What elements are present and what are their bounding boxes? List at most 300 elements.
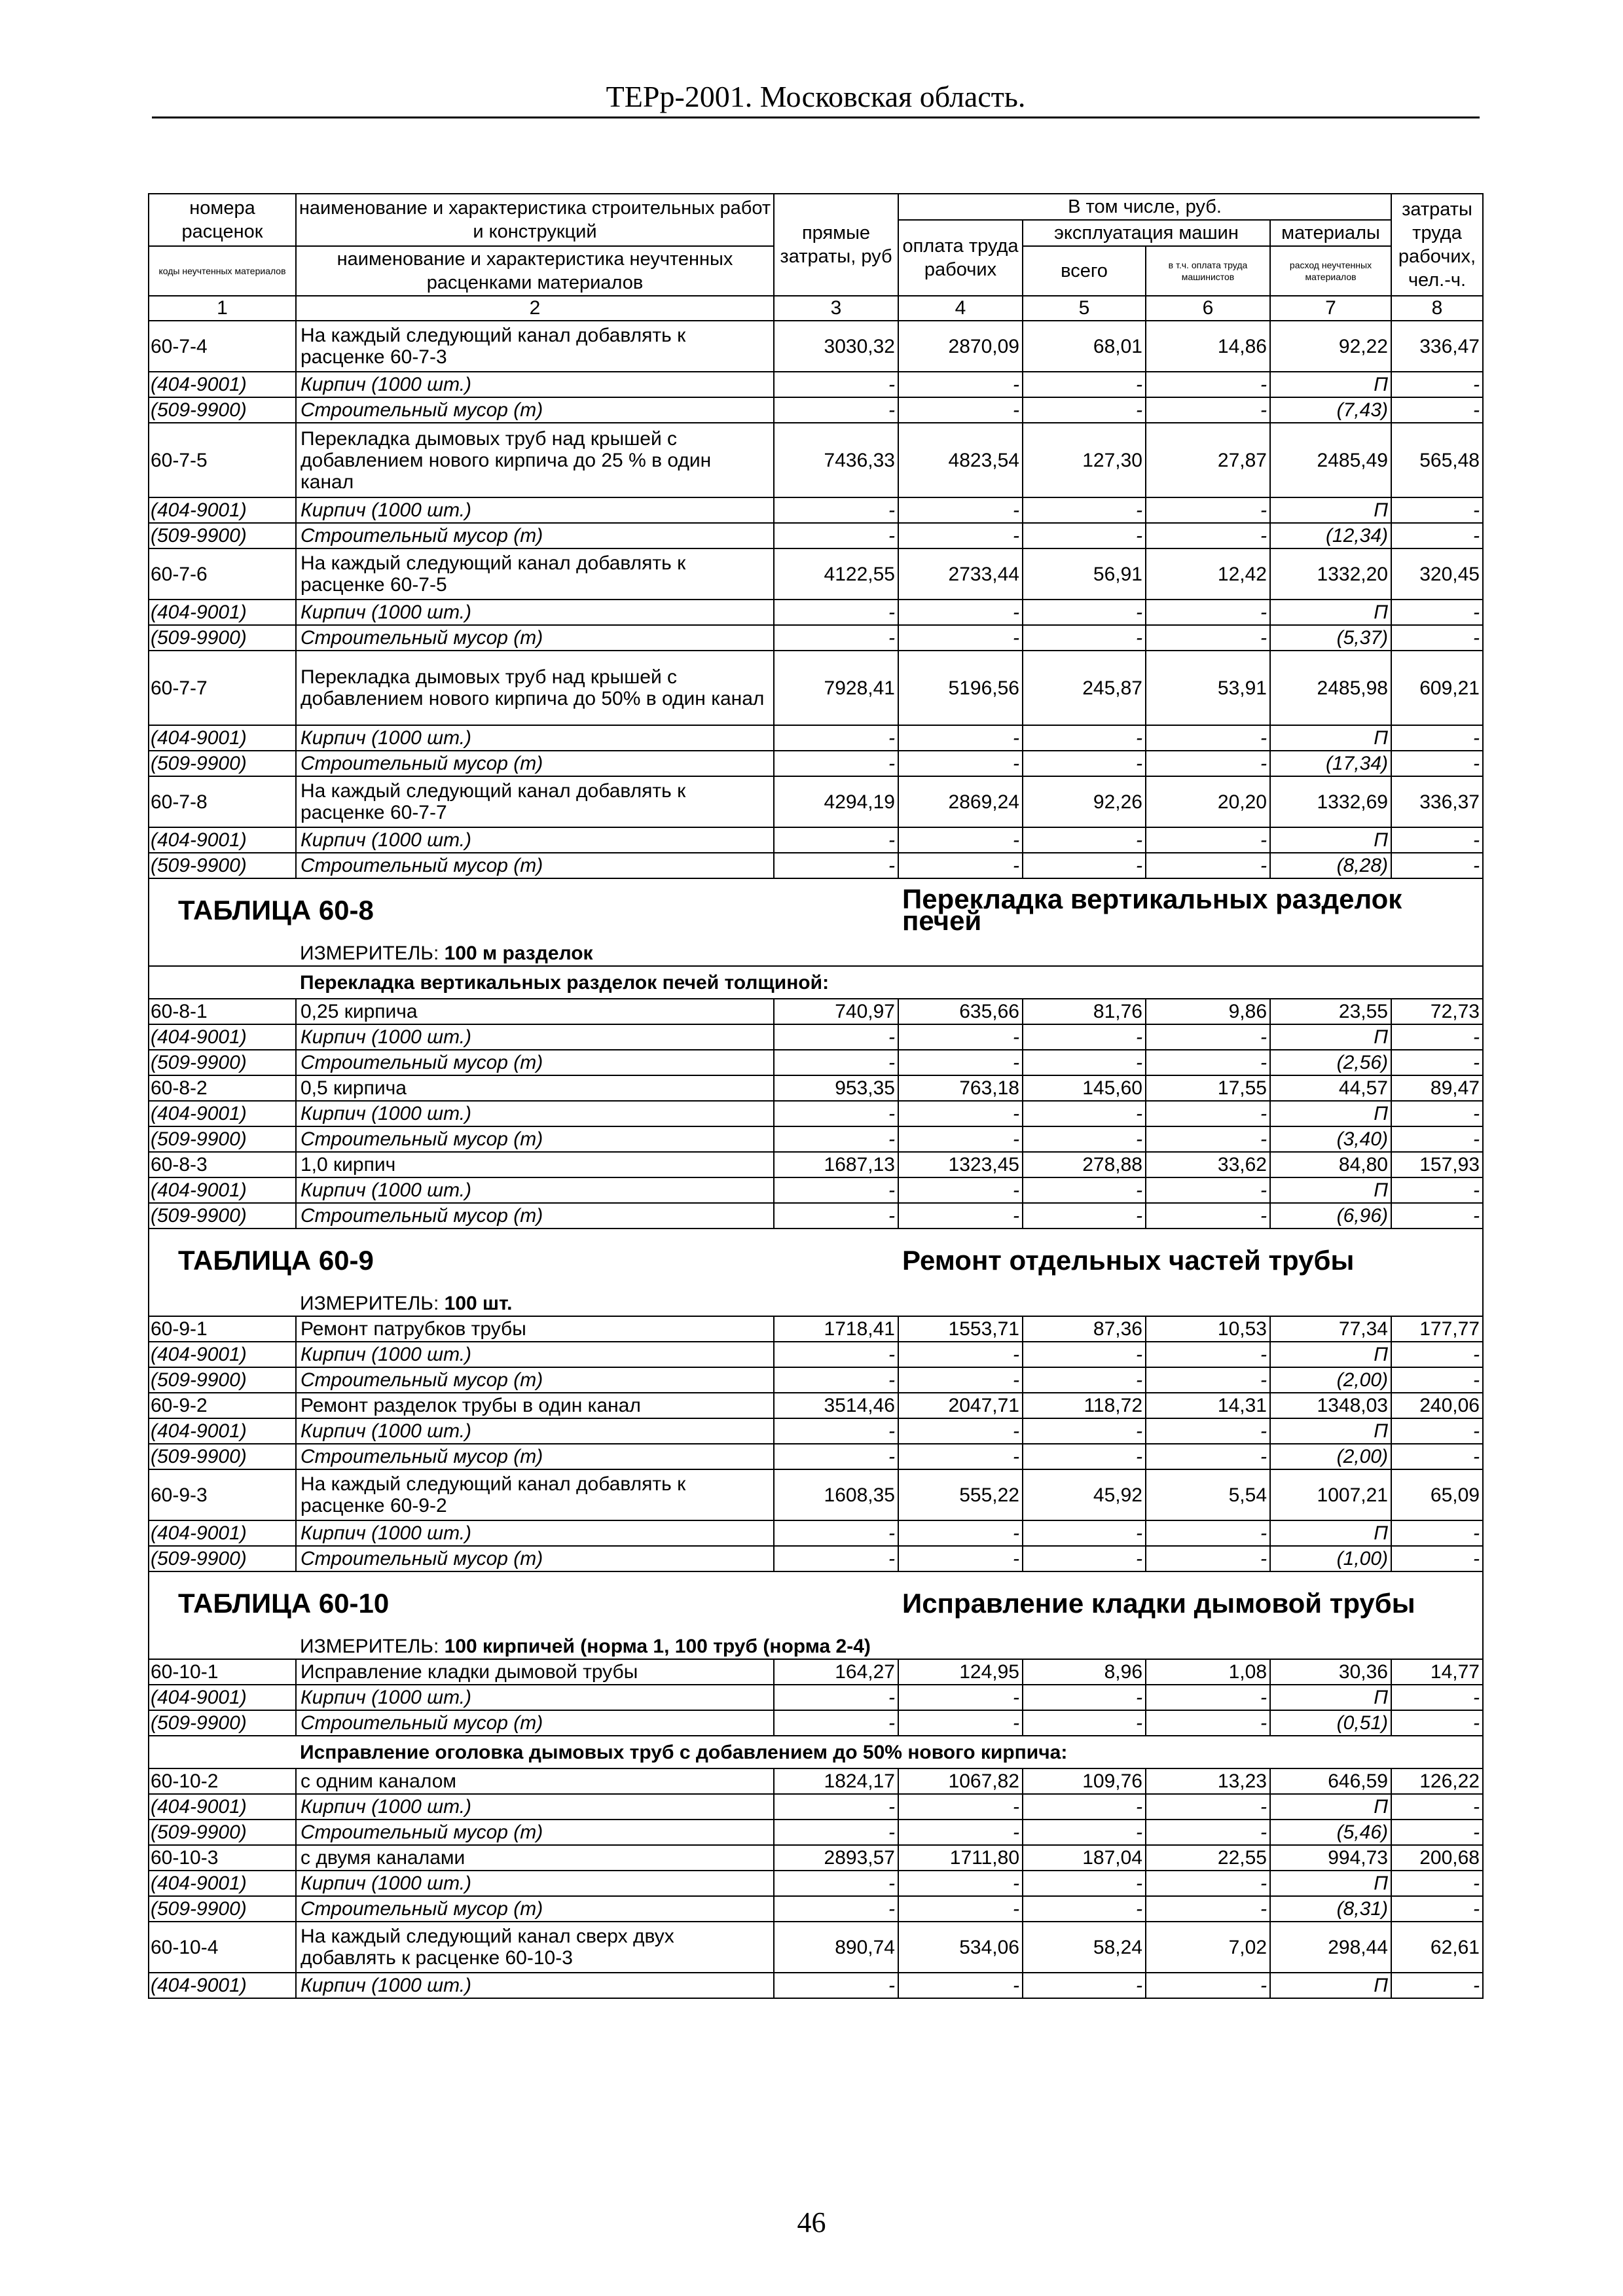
direct-costs-value: -	[774, 1126, 898, 1152]
rate-row	[149, 1768, 1483, 1794]
table-title: Перекладка вертикальных разделок печей	[898, 878, 1483, 941]
materials-value: (12,34)	[1270, 523, 1391, 548]
direct-costs-value: 1687,13	[774, 1152, 898, 1177]
materials-value: 1348,03	[1270, 1393, 1391, 1418]
labor-hours-value: -	[1391, 1820, 1483, 1845]
table-body	[149, 321, 1483, 1998]
direct-costs-value: -	[774, 1444, 898, 1469]
material-code: (509-9900)	[149, 1367, 296, 1393]
work-description: Перекладка дымовых труб над крышей с добавлением нового кирпича до 25 % в один канал	[296, 423, 774, 497]
rate-row	[149, 651, 1483, 725]
material-code: (404-9001)	[149, 1418, 296, 1444]
machines-total-value: -	[1023, 1685, 1146, 1710]
labor-hours-value: -	[1391, 1342, 1483, 1367]
materials-value: 994,73	[1270, 1845, 1391, 1871]
material-name: Кирпич (1000 шт.)	[296, 1342, 774, 1367]
machinist-wages-value: -	[1146, 1444, 1270, 1469]
machines-total-value: -	[1023, 1342, 1146, 1367]
labor-hours-value: -	[1391, 600, 1483, 625]
wages-value: -	[898, 853, 1023, 878]
col-number: 4	[898, 296, 1023, 321]
rate-code: 60-10-4	[149, 1922, 296, 1973]
labor-hours-value: -	[1391, 1177, 1483, 1203]
direct-costs-value: -	[774, 827, 898, 853]
labor-hours-value: 62,61	[1391, 1922, 1483, 1973]
materials-value: (6,96)	[1270, 1203, 1391, 1229]
rate-row	[149, 999, 1483, 1024]
machinist-wages-value: -	[1146, 1177, 1270, 1203]
materials-value: 30,36	[1270, 1659, 1391, 1685]
materials-value: (7,43)	[1270, 397, 1391, 423]
material-row	[149, 1418, 1483, 1444]
material-code: (509-9900)	[149, 523, 296, 548]
material-code: (509-9900)	[149, 1126, 296, 1152]
material-name: Кирпич (1000 шт.)	[296, 600, 774, 625]
rate-row	[149, 1469, 1483, 1520]
rates-table	[148, 193, 1484, 1999]
col-header-work-name: наименование и характеристика строительных работ и конструкций	[296, 194, 774, 246]
material-name: Кирпич (1000 шт.)	[296, 1101, 774, 1126]
material-row	[149, 1126, 1483, 1152]
labor-hours-value: -	[1391, 1896, 1483, 1922]
machines-total-value: 81,76	[1023, 999, 1146, 1024]
machines-total-value: -	[1023, 751, 1146, 776]
material-name: Строительный мусор (т)	[296, 625, 774, 651]
material-row	[149, 1794, 1483, 1820]
col-header-labor-costs: затраты труда рабочих, чел.-ч.	[1391, 194, 1483, 296]
measure-label: ИЗМЕРИТЕЛЬ:	[300, 1635, 445, 1657]
machines-total-value: -	[1023, 1050, 1146, 1075]
direct-costs-value: -	[774, 1896, 898, 1922]
materials-value: П	[1270, 600, 1391, 625]
machines-total-value: 56,91	[1023, 548, 1146, 600]
material-code: (404-9001)	[149, 1342, 296, 1367]
measure-label: ИЗМЕРИТЕЛЬ:	[300, 1292, 445, 1314]
direct-costs-value: 1608,35	[774, 1469, 898, 1520]
material-row	[149, 523, 1483, 548]
machines-total-value: -	[1023, 600, 1146, 625]
wages-value: -	[898, 1101, 1023, 1126]
materials-value: (5,46)	[1270, 1820, 1391, 1845]
labor-hours-value: 65,09	[1391, 1469, 1483, 1520]
page-header: ТЕРр-2001. Московская область.	[152, 77, 1480, 118]
machinist-wages-value: -	[1146, 1050, 1270, 1075]
material-name: Строительный мусор (т)	[296, 1820, 774, 1845]
material-code: (509-9900)	[149, 1050, 296, 1075]
work-description: 0,5 кирпича	[296, 1075, 774, 1101]
machinist-wages-value: -	[1146, 497, 1270, 523]
measure-value: 100 м разделок	[444, 942, 593, 964]
material-name: Строительный мусор (т)	[296, 1050, 774, 1075]
labor-hours-value: -	[1391, 751, 1483, 776]
machinist-wages-value: -	[1146, 1685, 1270, 1710]
machines-total-value: -	[1023, 1367, 1146, 1393]
machines-total-value: -	[1023, 725, 1146, 751]
direct-costs-value: 164,27	[774, 1659, 898, 1685]
material-code: (509-9900)	[149, 1546, 296, 1571]
materials-value: П	[1270, 1520, 1391, 1546]
machinist-wages-value: -	[1146, 827, 1270, 853]
labor-hours-value: -	[1391, 497, 1483, 523]
wages-value: -	[898, 1871, 1023, 1896]
wages-value: 2733,44	[898, 548, 1023, 600]
machines-total-value: -	[1023, 1794, 1146, 1820]
direct-costs-value: -	[774, 1794, 898, 1820]
material-code: (509-9900)	[149, 853, 296, 878]
work-description: 0,25 кирпича	[296, 999, 774, 1024]
labor-hours-value: 89,47	[1391, 1075, 1483, 1101]
table-header	[149, 194, 1483, 321]
machinist-wages-value: 53,91	[1146, 651, 1270, 725]
materials-value: П	[1270, 1794, 1391, 1820]
direct-costs-value: -	[774, 1546, 898, 1571]
labor-hours-value: 157,93	[1391, 1152, 1483, 1177]
material-code: (404-9001)	[149, 725, 296, 751]
material-row	[149, 1973, 1483, 1998]
rate-row	[149, 1393, 1483, 1418]
machinist-wages-value: -	[1146, 1342, 1270, 1367]
machinist-wages-value: -	[1146, 1418, 1270, 1444]
direct-costs-value: 890,74	[774, 1922, 898, 1973]
rate-code: 60-8-3	[149, 1152, 296, 1177]
machines-total-value: -	[1023, 1418, 1146, 1444]
material-name: Строительный мусор (т)	[296, 1203, 774, 1229]
machinist-wages-value: 33,62	[1146, 1152, 1270, 1177]
machines-total-value: -	[1023, 397, 1146, 423]
material-name: Кирпич (1000 шт.)	[296, 1973, 774, 1998]
col-header-direct-costs: прямые затраты, руб	[774, 194, 898, 296]
measure-unit	[296, 1634, 1483, 1659]
machinist-wages-value: 10,53	[1146, 1316, 1270, 1342]
materials-value: 2485,98	[1270, 651, 1391, 725]
direct-costs-value: -	[774, 1024, 898, 1050]
wages-value: 124,95	[898, 1659, 1023, 1685]
machines-total-value: 58,24	[1023, 1922, 1146, 1973]
direct-costs-value: -	[774, 1342, 898, 1367]
measure-value: 100 кирпичей (норма 1, 100 труб (норма 2-4)	[444, 1635, 871, 1657]
machinist-wages-value: -	[1146, 1973, 1270, 1998]
material-row	[149, 1024, 1483, 1050]
material-row	[149, 1203, 1483, 1229]
direct-costs-value: -	[774, 1685, 898, 1710]
labor-hours-value: 565,48	[1391, 423, 1483, 497]
measure-spacer	[149, 1291, 296, 1316]
machines-total-value: -	[1023, 1444, 1146, 1469]
material-name: Кирпич (1000 шт.)	[296, 827, 774, 853]
machinist-wages-value: -	[1146, 1367, 1270, 1393]
machines-total-value: -	[1023, 853, 1146, 878]
material-row	[149, 1546, 1483, 1571]
col-header-machines: эксплуатация машин	[1023, 220, 1270, 246]
machines-total-value: -	[1023, 1973, 1146, 1998]
material-row	[149, 1820, 1483, 1845]
material-code: (509-9900)	[149, 1820, 296, 1845]
material-row	[149, 1710, 1483, 1736]
material-row	[149, 1444, 1483, 1469]
measure-row	[149, 941, 1483, 966]
material-name: Кирпич (1000 шт.)	[296, 1871, 774, 1896]
labor-hours-value: 177,77	[1391, 1316, 1483, 1342]
material-code: (509-9900)	[149, 1203, 296, 1229]
direct-costs-value: 4122,55	[774, 548, 898, 600]
direct-costs-value: 1824,17	[774, 1768, 898, 1794]
material-name: Строительный мусор (т)	[296, 1444, 774, 1469]
direct-costs-value: -	[774, 1520, 898, 1546]
material-row	[149, 1871, 1483, 1896]
wages-value: -	[898, 1794, 1023, 1820]
direct-costs-value: -	[774, 523, 898, 548]
wages-value: -	[898, 1820, 1023, 1845]
direct-costs-value: -	[774, 751, 898, 776]
rate-row	[149, 1922, 1483, 1973]
wages-value: 555,22	[898, 1469, 1023, 1520]
material-code: (404-9001)	[149, 1520, 296, 1546]
machines-total-value: 45,92	[1023, 1469, 1146, 1520]
material-code: (404-9001)	[149, 1024, 296, 1050]
direct-costs-value: -	[774, 725, 898, 751]
labor-hours-value: -	[1391, 1203, 1483, 1229]
measure-spacer	[149, 1634, 296, 1659]
measure-spacer	[149, 941, 296, 966]
material-row	[149, 1342, 1483, 1367]
wages-value: -	[898, 1973, 1023, 1998]
material-code: (509-9900)	[149, 1444, 296, 1469]
material-name: Строительный мусор (т)	[296, 1546, 774, 1571]
materials-value: П	[1270, 1418, 1391, 1444]
material-code: (404-9001)	[149, 1871, 296, 1896]
material-row	[149, 1896, 1483, 1922]
material-name: Строительный мусор (т)	[296, 1126, 774, 1152]
machines-total-value: 8,96	[1023, 1659, 1146, 1685]
rate-code: 60-7-8	[149, 776, 296, 827]
material-name: Строительный мусор (т)	[296, 1710, 774, 1736]
rate-row	[149, 1316, 1483, 1342]
material-name: Кирпич (1000 шт.)	[296, 1418, 774, 1444]
wages-value: 763,18	[898, 1075, 1023, 1101]
labor-hours-value: 609,21	[1391, 651, 1483, 725]
material-name: Кирпич (1000 шт.)	[296, 1685, 774, 1710]
material-row	[149, 397, 1483, 423]
wages-value: 2869,24	[898, 776, 1023, 827]
direct-costs-value: 1718,41	[774, 1316, 898, 1342]
machinist-wages-value: -	[1146, 523, 1270, 548]
col-header-machinist-wages: в т.ч. оплата труда машинистов	[1146, 246, 1270, 296]
material-row	[149, 751, 1483, 776]
materials-value: 1332,20	[1270, 548, 1391, 600]
col-header-including: В том числе, руб.	[898, 194, 1391, 220]
table-title: Ремонт отдельных частей трубы	[898, 1229, 1483, 1291]
wages-value: 1553,71	[898, 1316, 1023, 1342]
work-description: Ремонт патрубков трубы	[296, 1316, 774, 1342]
labor-hours-value: -	[1391, 853, 1483, 878]
machines-total-value: -	[1023, 1203, 1146, 1229]
material-code: (509-9900)	[149, 1896, 296, 1922]
rate-row	[149, 548, 1483, 600]
direct-costs-value: -	[774, 1367, 898, 1393]
machinist-wages-value: 27,87	[1146, 423, 1270, 497]
wages-value: -	[898, 1342, 1023, 1367]
direct-costs-value: -	[774, 397, 898, 423]
direct-costs-value: -	[774, 1871, 898, 1896]
material-row	[149, 1050, 1483, 1075]
materials-value: П	[1270, 725, 1391, 751]
material-row	[149, 1101, 1483, 1126]
rate-code: 60-7-7	[149, 651, 296, 725]
wages-value: -	[898, 1203, 1023, 1229]
measure-unit	[296, 941, 1483, 966]
labor-hours-value: -	[1391, 1520, 1483, 1546]
col-number: 2	[296, 296, 774, 321]
machinist-wages-value: -	[1146, 1203, 1270, 1229]
labor-hours-value: -	[1391, 625, 1483, 651]
materials-value: 1007,21	[1270, 1469, 1391, 1520]
machinist-wages-value: -	[1146, 1871, 1270, 1896]
machinist-wages-value: 13,23	[1146, 1768, 1270, 1794]
wages-value: -	[898, 751, 1023, 776]
labor-hours-value: -	[1391, 1101, 1483, 1126]
rate-code: 60-10-2	[149, 1768, 296, 1794]
materials-value: (2,00)	[1270, 1367, 1391, 1393]
direct-costs-value: -	[774, 1973, 898, 1998]
labor-hours-value: -	[1391, 1871, 1483, 1896]
wages-value: -	[898, 397, 1023, 423]
materials-value: П	[1270, 1973, 1391, 1998]
subheading-row	[149, 966, 1483, 999]
work-description: На каждый следующий канал добавлять к расценке 60-9-2	[296, 1469, 774, 1520]
machinist-wages-value: 5,54	[1146, 1469, 1270, 1520]
direct-costs-value: 3514,46	[774, 1393, 898, 1418]
machinist-wages-value: -	[1146, 751, 1270, 776]
machinist-wages-value: -	[1146, 1896, 1270, 1922]
material-name: Кирпич (1000 шт.)	[296, 1794, 774, 1820]
labor-hours-value: -	[1391, 725, 1483, 751]
labor-hours-value: -	[1391, 1973, 1483, 1998]
direct-costs-value: -	[774, 853, 898, 878]
machines-total-value: -	[1023, 1896, 1146, 1922]
rate-row	[149, 1845, 1483, 1871]
labor-hours-value: -	[1391, 1367, 1483, 1393]
machinist-wages-value: -	[1146, 1710, 1270, 1736]
labor-hours-value: -	[1391, 1024, 1483, 1050]
machinist-wages-value: 9,86	[1146, 999, 1270, 1024]
material-code: (404-9001)	[149, 1973, 296, 1998]
labor-hours-value: 126,22	[1391, 1768, 1483, 1794]
measure-unit	[296, 1291, 1483, 1316]
rate-code: 60-9-1	[149, 1316, 296, 1342]
wages-value: -	[898, 1050, 1023, 1075]
material-name: Строительный мусор (т)	[296, 1367, 774, 1393]
machines-total-value: 109,76	[1023, 1768, 1146, 1794]
material-code: (404-9001)	[149, 1685, 296, 1710]
col-number: 5	[1023, 296, 1146, 321]
direct-costs-value: -	[774, 1710, 898, 1736]
rate-row	[149, 1152, 1483, 1177]
labor-hours-value: -	[1391, 1794, 1483, 1820]
table-number: ТАБЛИЦА 60-8	[149, 878, 898, 941]
wages-value: -	[898, 1177, 1023, 1203]
col-number: 8	[1391, 296, 1483, 321]
wages-value: -	[898, 372, 1023, 397]
machinist-wages-value: -	[1146, 1546, 1270, 1571]
labor-hours-value: 320,45	[1391, 548, 1483, 600]
col-number: 7	[1270, 296, 1391, 321]
direct-costs-value: 953,35	[774, 1075, 898, 1101]
materials-value: П	[1270, 1871, 1391, 1896]
machinist-wages-value: 1,08	[1146, 1659, 1270, 1685]
materials-value: 646,59	[1270, 1768, 1391, 1794]
table-number: ТАБЛИЦА 60-9	[149, 1229, 898, 1291]
machinist-wages-value: -	[1146, 1126, 1270, 1152]
direct-costs-value: -	[774, 1203, 898, 1229]
rate-row	[149, 1075, 1483, 1101]
direct-costs-value: -	[774, 497, 898, 523]
labor-hours-value: 336,37	[1391, 776, 1483, 827]
wages-value: 1323,45	[898, 1152, 1023, 1177]
machines-total-value: 127,30	[1023, 423, 1146, 497]
wages-value: -	[898, 1685, 1023, 1710]
machinist-wages-value: -	[1146, 1794, 1270, 1820]
machines-total-value: 118,72	[1023, 1393, 1146, 1418]
machinist-wages-value: -	[1146, 1520, 1270, 1546]
labor-hours-value: -	[1391, 1546, 1483, 1571]
rate-row	[149, 1659, 1483, 1685]
rate-code: 60-7-5	[149, 423, 296, 497]
material-code: (509-9900)	[149, 1710, 296, 1736]
materials-value: П	[1270, 1685, 1391, 1710]
material-code: (404-9001)	[149, 372, 296, 397]
work-description: На каждый следующий канал добавлять к расценке 60-7-5	[296, 548, 774, 600]
work-description: Ремонт разделок трубы в один канал	[296, 1393, 774, 1418]
measure-row	[149, 1291, 1483, 1316]
measure-row	[149, 1634, 1483, 1659]
direct-costs-value: 4294,19	[774, 776, 898, 827]
materials-value: (8,31)	[1270, 1896, 1391, 1922]
material-code: (509-9900)	[149, 625, 296, 651]
material-name: Строительный мусор (т)	[296, 523, 774, 548]
materials-value: 23,55	[1270, 999, 1391, 1024]
material-row	[149, 827, 1483, 853]
material-row	[149, 625, 1483, 651]
materials-value: П	[1270, 1101, 1391, 1126]
machinist-wages-value: 14,31	[1146, 1393, 1270, 1418]
machinist-wages-value: -	[1146, 1024, 1270, 1050]
material-code: (404-9001)	[149, 1794, 296, 1820]
subheading-row	[149, 1736, 1483, 1768]
materials-value: (8,28)	[1270, 853, 1391, 878]
labor-hours-value: -	[1391, 372, 1483, 397]
direct-costs-value: -	[774, 1820, 898, 1845]
col-header-material-names: наименование и характеристика неучтенных расценками материалов	[296, 246, 774, 296]
wages-value: 5196,56	[898, 651, 1023, 725]
machines-total-value: 68,01	[1023, 321, 1146, 372]
machinist-wages-value: 7,02	[1146, 1922, 1270, 1973]
work-description: На каждый следующий канал добавлять к расценке 60-7-7	[296, 776, 774, 827]
machinist-wages-value: 12,42	[1146, 548, 1270, 600]
col-number: 1	[149, 296, 296, 321]
wages-value: -	[898, 725, 1023, 751]
machinist-wages-value: 22,55	[1146, 1845, 1270, 1871]
machines-total-value: -	[1023, 523, 1146, 548]
machinist-wages-value: -	[1146, 625, 1270, 651]
material-name: Строительный мусор (т)	[296, 751, 774, 776]
material-row	[149, 1520, 1483, 1546]
material-name: Кирпич (1000 шт.)	[296, 372, 774, 397]
subheading-spacer	[149, 966, 296, 999]
wages-value: -	[898, 1546, 1023, 1571]
wages-value: -	[898, 827, 1023, 853]
materials-value: (1,00)	[1270, 1546, 1391, 1571]
material-name: Кирпич (1000 шт.)	[296, 1520, 774, 1546]
